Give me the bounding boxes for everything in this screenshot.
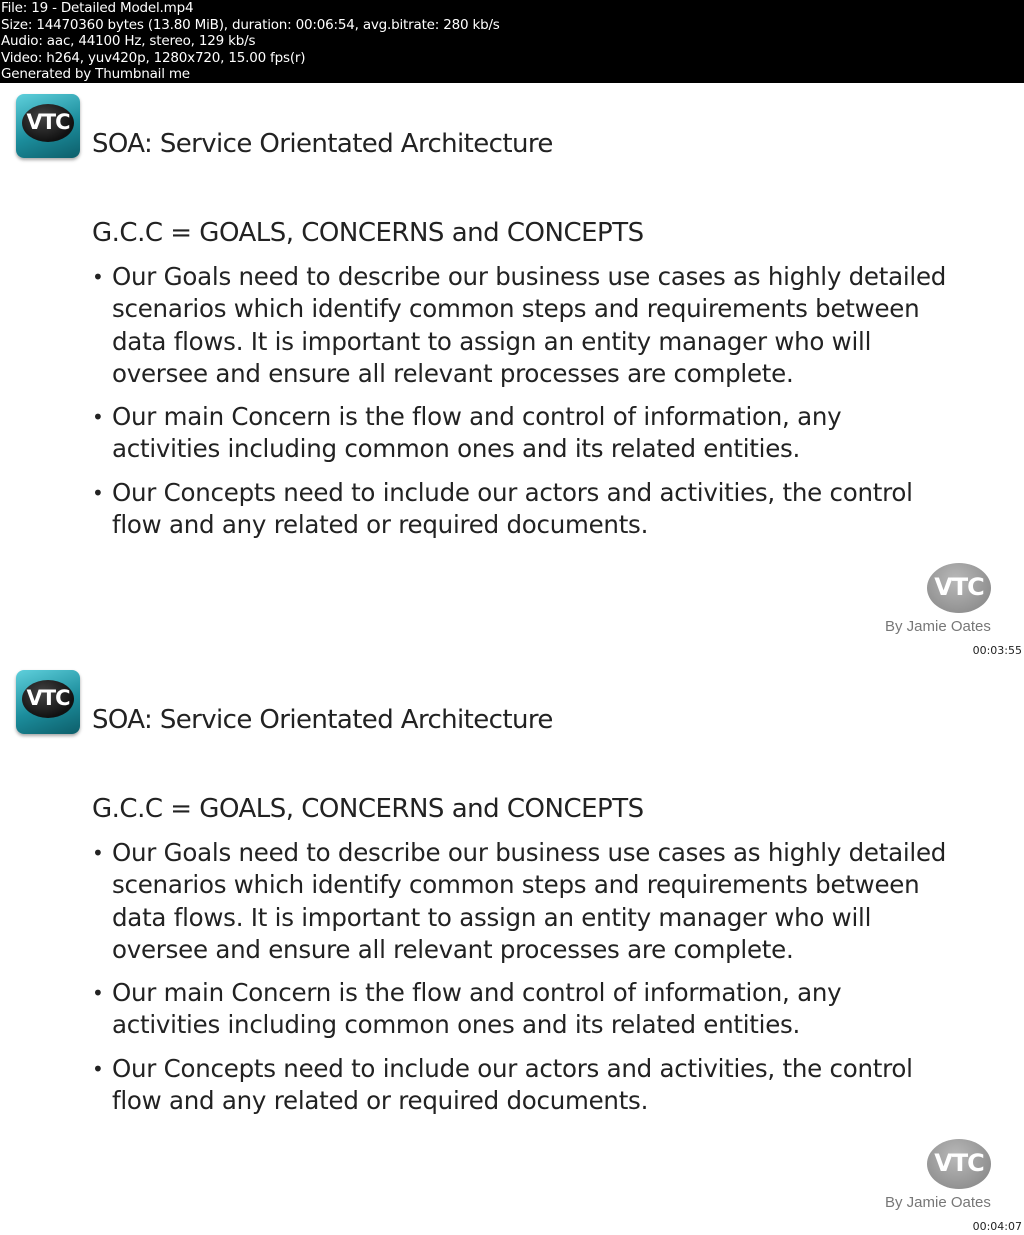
video-info-line: Video: h264, yuv420p, 1280x720, 15.00 fps(r) <box>1 49 306 66</box>
bullet-goals <box>92 837 952 966</box>
vtc-watermark-icon <box>927 1139 991 1189</box>
bullet-concerns <box>92 401 952 466</box>
bullet-text: Our main Concern is the flow and control of information, any activities including common ones and its related entities. <box>112 402 842 464</box>
file-info-header <box>0 0 1024 83</box>
bullet-dot-icon: • <box>92 480 104 505</box>
bullet-text: Our main Concern is the flow and control of information, any activities including common ones and its related entities. <box>112 978 842 1040</box>
slide-title: SOA: Service Orientated Architecture <box>92 129 553 159</box>
file-name-line: File: 19 - Detailed Model.mp4 <box>1 0 194 16</box>
bullet-list <box>92 261 952 552</box>
bullet-text: Our Concepts need to include our actors and activities, the control flow and any related or required documents. <box>112 1053 913 1116</box>
audio-info-line: Audio: aac, 44100 Hz, stereo, 129 kb/s <box>1 33 256 49</box>
bullet-text: Our Goals need to describe our business use cases as highly detailed scenarios which identify common steps and requirements between data flows. It is important to assign an entity manager who will oversee and ensure all relevant processes are complete. <box>112 262 947 388</box>
author-byline: By Jamie Oates <box>885 618 991 635</box>
bullet-dot-icon: • <box>92 841 104 865</box>
author-byline: By Jamie Oates <box>885 1194 991 1211</box>
bullet-dot-icon: • <box>92 405 104 430</box>
video-frame-1 <box>0 83 1024 659</box>
vtc-logo-text: VTC <box>26 110 70 134</box>
bullet-dot-icon: • <box>92 265 104 289</box>
watermark-text: VTC <box>934 573 984 601</box>
video-frame-2 <box>0 659 1024 1235</box>
watermark-text: VTC <box>934 1149 984 1177</box>
generator-line: Generated by Thumbnail me <box>1 66 190 82</box>
bullet-goals <box>92 261 952 390</box>
vtc-logo-text: VTC <box>26 686 70 710</box>
frame-timestamp: 00:03:55 <box>972 644 1022 657</box>
bullet-text: Our Goals need to describe our business use cases as highly detailed scenarios which identify common steps and requirements between data flows. It is important to assign an entity manager who will oversee and ensure all relevant processes are complete. <box>112 838 947 964</box>
bullet-text: Our Concepts need to include our actors and activities, the control flow and any related or required documents. <box>112 477 913 540</box>
section-heading: G.C.C = GOALS, CONCERNS and CONCEPTS <box>92 218 644 248</box>
frame-timestamp: 00:04:07 <box>972 1220 1022 1233</box>
vtc-logo-icon <box>16 94 80 158</box>
bullet-dot-icon: • <box>92 981 104 1006</box>
bullet-concepts <box>92 477 952 542</box>
bullet-concepts <box>92 1053 952 1118</box>
vtc-watermark-icon <box>927 563 991 613</box>
bullet-list <box>92 837 952 1128</box>
bullet-concerns <box>92 977 952 1042</box>
file-size-line: Size: 14470360 bytes (13.80 MiB), duration: 00:06:54, avg.bitrate: 280 kb/s <box>1 16 500 33</box>
vtc-logo-icon <box>16 670 80 734</box>
bullet-dot-icon: • <box>92 1056 104 1081</box>
section-heading: G.C.C = GOALS, CONCERNS and CONCEPTS <box>92 794 644 824</box>
slide-title: SOA: Service Orientated Architecture <box>92 705 553 735</box>
